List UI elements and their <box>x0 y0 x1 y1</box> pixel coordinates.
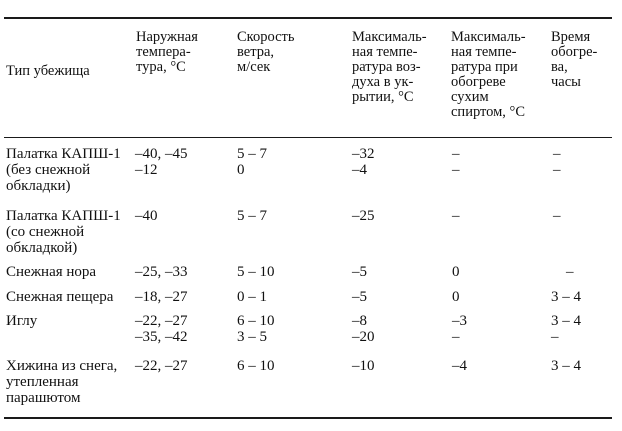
row-5-type: Хижина из снега, утепленная парашютом <box>6 358 118 406</box>
row-3-heat-time: 3 – 4 <box>551 289 581 305</box>
row-2-max-temp-heat: 0 <box>452 264 460 280</box>
header-heat-time: Время обогре- ва, часы <box>551 29 598 90</box>
header-outside-temp: Наружная темпера- тура, °C <box>136 29 198 75</box>
row-5-max-temp-air: –10 <box>352 358 375 374</box>
row-2-type: Снежная нора <box>6 264 97 280</box>
row-4-wind: 6 – 10 3 – 5 <box>237 313 275 345</box>
row-2-max-temp-air: –5 <box>352 264 367 280</box>
row-1-max-temp-heat: – <box>452 208 460 224</box>
row-3-max-temp-air: –5 <box>352 289 367 305</box>
row-3-wind: 0 – 1 <box>237 289 267 305</box>
row-4-heat-time: 3 – 4 – <box>551 313 581 345</box>
header-max-temp-heat: Максималь- ная темпе- ратура при обогреве сухим спиртом, °C <box>451 29 526 120</box>
row-4-type: Иглу <box>6 313 38 329</box>
header-rule <box>4 137 612 138</box>
bottom-rule <box>4 417 612 419</box>
row-3-max-temp-heat: 0 <box>452 289 460 305</box>
row-3-outside-temp: –18, –27 <box>135 289 188 305</box>
row-0-type: Палатка КАПШ-1 (без снежной обкладки) <box>6 146 121 194</box>
top-rule <box>4 17 612 19</box>
header-type: Тип убежища <box>6 63 90 79</box>
row-0-max-temp-heat: – – <box>452 146 460 178</box>
row-1-wind: 5 – 7 <box>237 208 267 224</box>
row-0-outside-temp: –40, –45 –12 <box>135 146 188 178</box>
row-0-heat-time: – – <box>553 146 561 178</box>
row-1-outside-temp: –40 <box>135 208 158 224</box>
row-1-heat-time: – <box>553 208 561 224</box>
row-5-wind: 6 – 10 <box>237 358 275 374</box>
row-4-max-temp-air: –8 –20 <box>352 313 375 345</box>
row-5-outside-temp: –22, –27 <box>135 358 188 374</box>
row-4-outside-temp: –22, –27 –35, –42 <box>135 313 188 345</box>
row-0-wind: 5 – 7 0 <box>237 146 267 178</box>
header-wind: Скорость ветра, м/сек <box>237 29 295 75</box>
row-0-max-temp-air: –32 –4 <box>352 146 375 178</box>
row-4-max-temp-heat: –3 – <box>452 313 467 345</box>
header-max-temp-air: Максималь- ная темпе- ратура воз- духа в ук- рытии, °C <box>352 29 427 105</box>
row-2-outside-temp: –25, –33 <box>135 264 188 280</box>
row-1-max-temp-air: –25 <box>352 208 375 224</box>
row-5-max-temp-heat: –4 <box>452 358 467 374</box>
row-3-type: Снежная пещера <box>6 289 114 305</box>
row-2-wind: 5 – 10 <box>237 264 275 280</box>
row-1-type: Палатка КАПШ-1 (со снежной обкладкой) <box>6 208 121 256</box>
row-2-heat-time: – <box>566 264 574 280</box>
row-5-heat-time: 3 – 4 <box>551 358 581 374</box>
